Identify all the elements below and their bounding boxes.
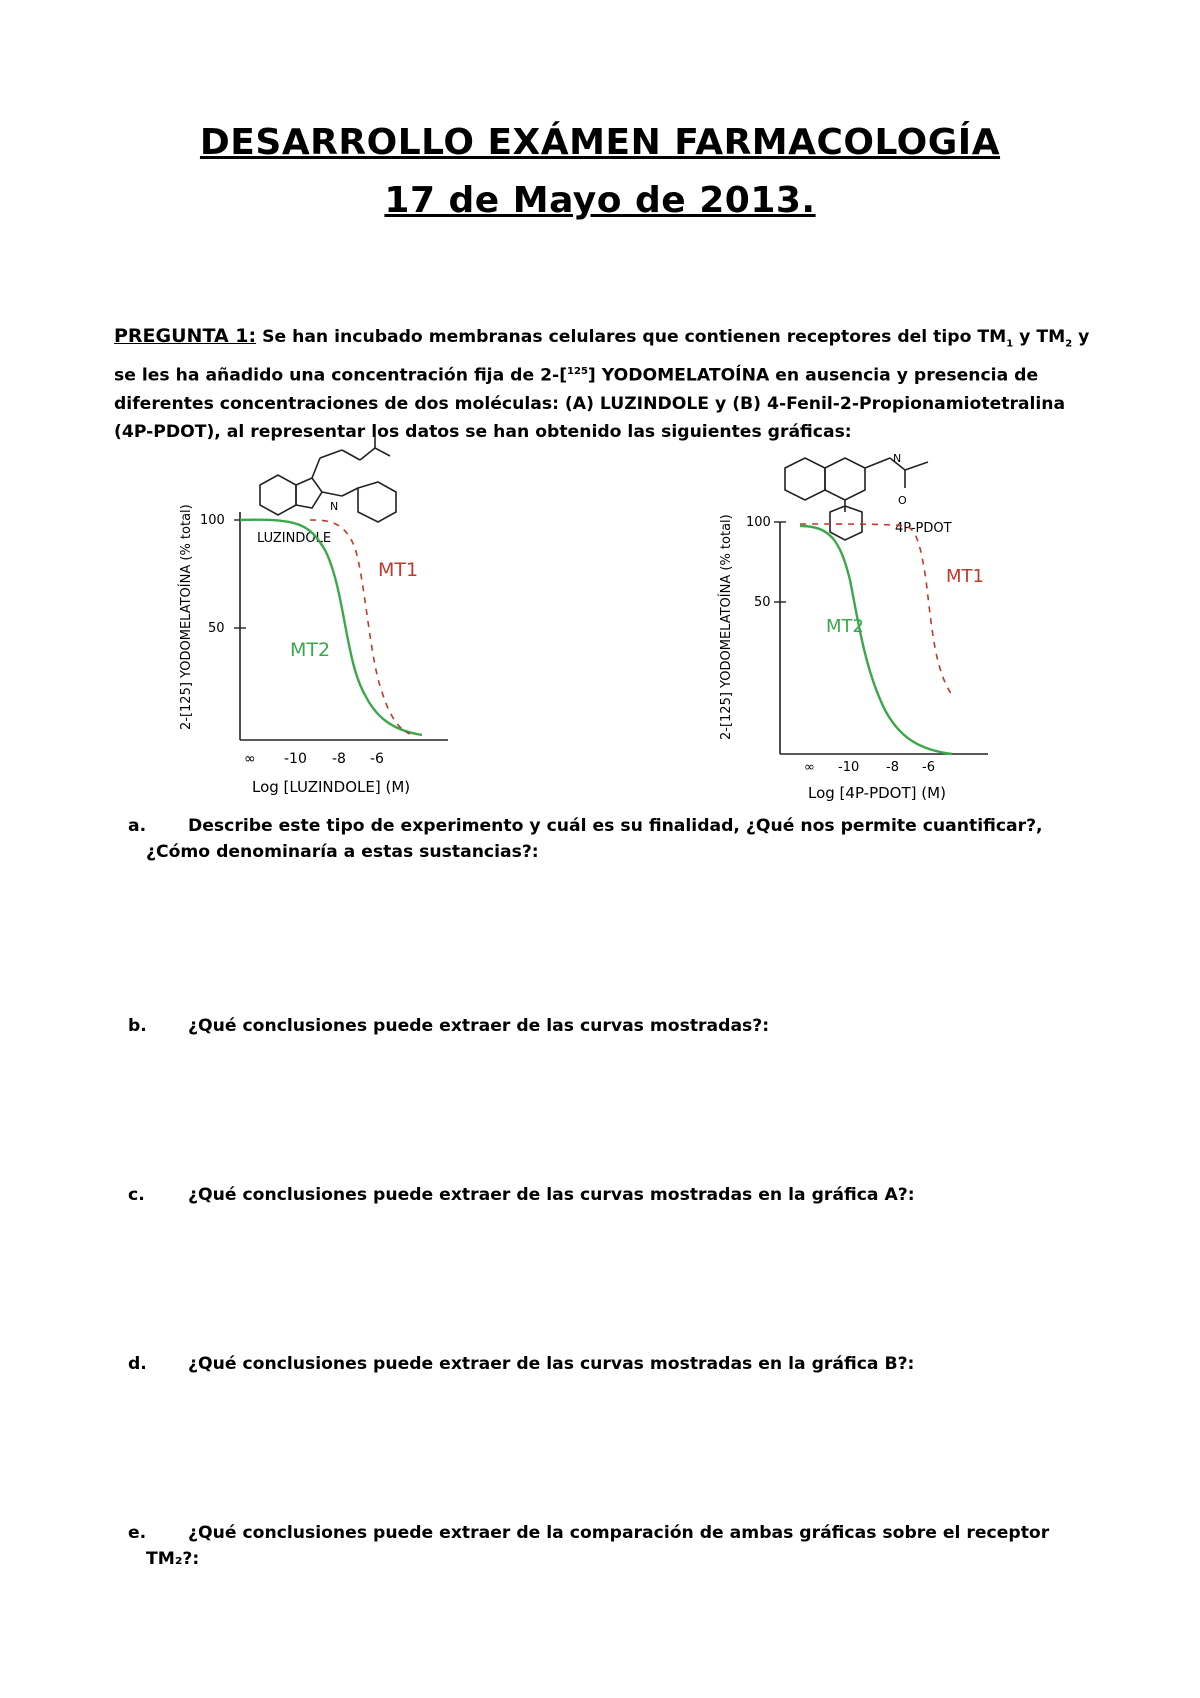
plot-b-xtick-10: -10 (838, 760, 860, 775)
plot-b-ylabel: 2-[125] YODOMELATOÍNA (% total) (719, 514, 734, 740)
subscript-2: 2 (1065, 338, 1073, 350)
plot-b-curve-mt2 (800, 526, 952, 754)
superscript-125: 125 (567, 366, 588, 378)
luzindole-structure (260, 436, 396, 522)
plot-b-ytick-100: 100 (746, 515, 771, 530)
plot-b-label-mt2: MT2 (826, 616, 864, 637)
question-c-letter: c. (128, 1185, 145, 1205)
question-b-text: ¿Qué conclusiones puede extraer de las curvas mostradas?: (188, 1016, 770, 1036)
plot-a-label-mt1: MT1 (378, 559, 419, 581)
question-1-statement (114, 322, 1090, 446)
plot-a (178, 504, 448, 796)
plot-b (718, 514, 988, 802)
4p-pdot-label: 4P-PDOT (895, 521, 952, 536)
question-d (128, 1351, 1088, 1377)
plot-a-xlabel: Log [LUZINDOLE] (M) (252, 778, 411, 796)
4p-pdot-n-label: N (893, 452, 902, 465)
figure-a-luzindole (160, 430, 500, 810)
plot-a-ylabel: 2-[125] YODOMELATOÍNA (% total) (179, 504, 194, 730)
plot-a-xtick-inf: ∞ (244, 751, 256, 767)
plot-a-xtick-8: -8 (332, 751, 346, 767)
plot-b-ytick-50: 50 (754, 595, 771, 610)
plot-a-ytick-50: 50 (208, 621, 225, 636)
plot-b-xtick-8: -8 (886, 760, 899, 775)
question-c-text: ¿Qué conclusiones puede extraer de las curvas mostradas en la gráfica A?: (188, 1185, 915, 1205)
question-b-letter: b. (128, 1016, 147, 1036)
question-e-letter: e. (128, 1523, 147, 1543)
question-d-letter: d. (128, 1354, 147, 1374)
plot-a-label-mt2: MT2 (290, 639, 331, 661)
document-date: 17 de Mayo de 2013. (384, 180, 816, 221)
plot-a-curve-mt2 (240, 520, 422, 735)
statement-text-a: Se han incubado membranas celulares que contienen receptores del tipo TM (256, 327, 1007, 347)
plot-b-xlabel: Log [4P-PDOT] (M) (808, 784, 946, 802)
question-a (128, 813, 1088, 865)
question-1-label: PREGUNTA 1: (114, 325, 257, 347)
figure-b-4p-pdot (690, 440, 1020, 820)
plot-b-xtick-6: -6 (922, 760, 935, 775)
statement-text-c: y se les ha añadido una concentración fija de 2-[ (114, 327, 1090, 387)
plot-b-xtick-inf: ∞ (804, 760, 815, 775)
plot-a-xtick-10: -10 (284, 751, 307, 767)
plot-b-label-mt1: MT1 (946, 566, 984, 587)
question-a-letter: a. (128, 816, 147, 836)
luzindole-label: LUZINDOLE (257, 531, 332, 546)
plot-b-curve-mt1 (800, 524, 952, 695)
plot-a-xtick-6: -6 (370, 751, 384, 767)
question-b (128, 1013, 1088, 1039)
statement-text-b: y TM (1013, 327, 1066, 347)
question-e (128, 1520, 1088, 1572)
question-e-text-cont: TM₂?: (146, 1549, 200, 1569)
statement-text-d: ] YODOMELATOÍNA en ausencia y presencia de diferentes concentraciones de dos moléculas: (A) LUZINDOLE y (B) 4-Fenil-2-Propionamiotetralina (4P-PDOT), al representar los datos se han obtenido las siguientes gráficas: (114, 366, 1066, 443)
document-title: DESARROLLO EXÁMEN FARMACOLOGÍA (199, 122, 1001, 163)
subscript-1: 1 (1006, 338, 1014, 350)
question-a-text: Describe este tipo de experimento y cuál es su finalidad, ¿Qué nos permite cuantificar?, (188, 816, 1043, 836)
question-c (128, 1182, 1088, 1208)
4p-pdot-o-label: O (898, 494, 907, 507)
plot-a-ytick-100: 100 (200, 513, 225, 528)
question-d-text: ¿Qué conclusiones puede extraer de las curvas mostradas en la gráfica B?: (188, 1354, 915, 1374)
question-e-text: ¿Qué conclusiones puede extraer de la comparación de ambas gráficas sobre el receptor (188, 1523, 1050, 1543)
luzindole-nh-label: N (330, 500, 339, 513)
question-a-text-cont: ¿Cómo denominaría a estas sustancias?: (146, 842, 539, 862)
